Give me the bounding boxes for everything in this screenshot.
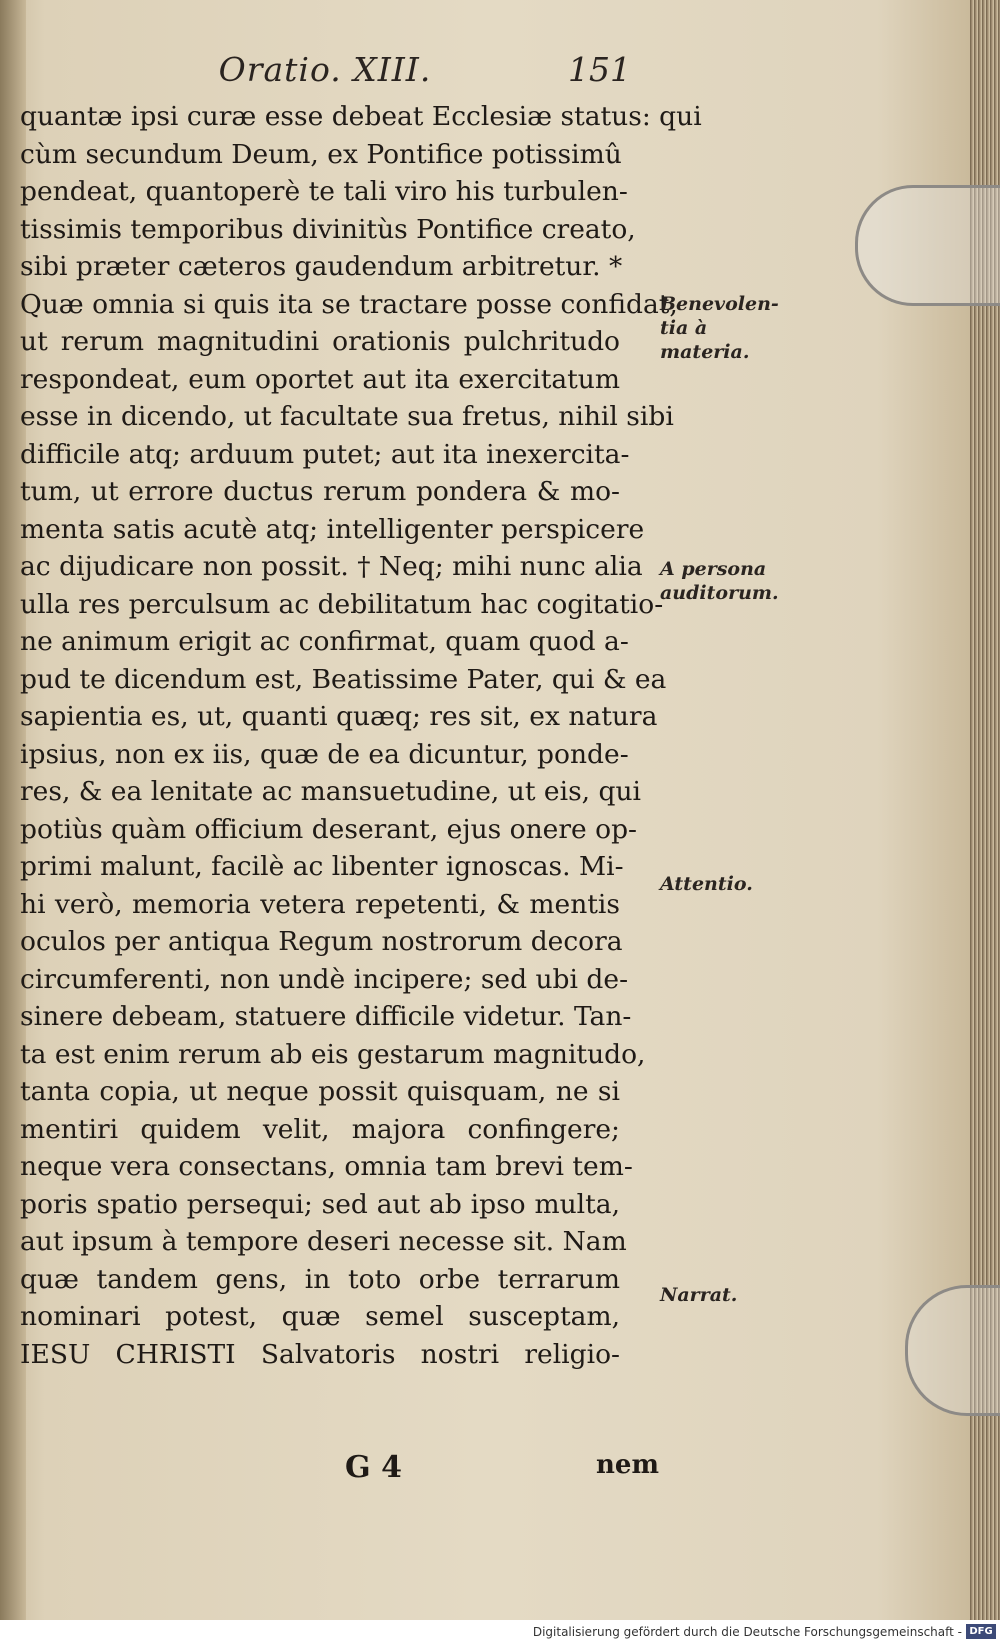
margin-note-attentio: Attentio. (660, 873, 753, 895)
text-line: quantæ ipsi curæ esse debeat Ecclesiæ status: qui (20, 101, 702, 132)
text-line: primi malunt, facilè ac libenter ignoscas. Mi- (20, 851, 624, 882)
text-line: poris spatio persequi; sed aut ab ipso multa, (20, 1188, 620, 1220)
text-line: tum, ut errore ductus rerum pondera & mo- (20, 476, 620, 507)
text-line: tanta copia, ut neque possit quisquam, ne si (20, 1076, 620, 1107)
dfg-logo: DFG (966, 1624, 996, 1639)
text-line: tissimis temporibus divinitùs Pontifice creato, (20, 213, 636, 245)
text-line: potiùs quàm officium deserant, ejus onere op- (20, 813, 638, 845)
signature-mark: G 4 (345, 1450, 402, 1485)
page-number: 151 (568, 50, 631, 89)
text-line: circumferenti, non undè incipere; sed ubi de- (20, 963, 629, 995)
text-line: sibi præter cæteros gaudendum arbitretur. * (20, 251, 623, 282)
text-line: sinere debeam, statuere difficile videtur. Tan- (20, 1001, 632, 1032)
text-line: menta satis acutè atq; intelligenter perspicere (20, 513, 645, 545)
text-line: difficile atq; arduum putet; aut ita inexercita- (20, 438, 630, 470)
text-line: nominari potest, quæ semel susceptam, (20, 1301, 620, 1332)
digitization-footer (0, 1620, 1000, 1645)
text-line: pendeat, quantoperè te tali viro his turbulen- (20, 176, 628, 207)
text-line: esse in dicendo, ut facultate sua fretus, nihil sibi (20, 401, 674, 432)
text-line: sapientia es, ut, quanti quæq; res sit, ex natura (20, 701, 658, 732)
text-line: ulla res perculsum ac debilitatum hac cogitatio- (20, 588, 664, 620)
text-line: cùm secundum Deum, ex Pontifice potissimû (20, 138, 622, 170)
text-line: oculos per antiqua Regum nostrorum decora (20, 926, 623, 957)
text-line: quæ tandem gens, in toto orbe terrarum (20, 1263, 620, 1295)
text-line: ta est enim rerum ab eis gestarum magnitudo, (20, 1038, 646, 1070)
text-line: mentiri quidem velit, majora confingere; (20, 1113, 620, 1145)
text-line: neque vera consectans, omnia tam brevi tem- (20, 1151, 633, 1182)
text-line: ac dijudicare non possit. † Neq; mihi nunc alia (20, 551, 643, 582)
funding-credit: Digitalisierung gefördert durch die Deutsche Forschungsgemeinschaft - (532, 1625, 962, 1639)
text-line: Quæ omnia si quis ita se tractare posse confidat, (20, 288, 678, 320)
text-line: respondeat, eum oportet aut ita exercitatum (20, 363, 620, 395)
text-line: aut ipsum à tempore deseri necesse sit. Nam (20, 1226, 627, 1257)
text-line: IESU CHRISTI Salvatoris nostri religio- (20, 1338, 620, 1370)
margin-note-benevolentia: Benevolen-tia à materia. (660, 293, 779, 363)
text-line: ut rerum magnitudini orationis pulchritudo (20, 326, 620, 357)
running-title: Oratio. XIII. (218, 50, 432, 89)
text-line: ne animum erigit ac confirmat, quam quod a- (20, 626, 629, 657)
margin-note-narratio: Narrat. (660, 1284, 738, 1306)
text-line: hi verò, memoria vetera repetenti, & mentis (20, 888, 620, 920)
text-line: ipsius, non ex iis, quæ de ea dicuntur, ponde- (20, 738, 629, 770)
margin-note-persona: A persona auditorum. (660, 558, 779, 604)
text-line: res, & ea lenitate ac mansuetudine, ut eis, qui (20, 776, 642, 807)
text-line: pud te dicendum est, Beatissime Pater, qui & ea (20, 663, 667, 695)
paper-clip-top (855, 185, 1000, 306)
catchword: nem (596, 1450, 659, 1480)
